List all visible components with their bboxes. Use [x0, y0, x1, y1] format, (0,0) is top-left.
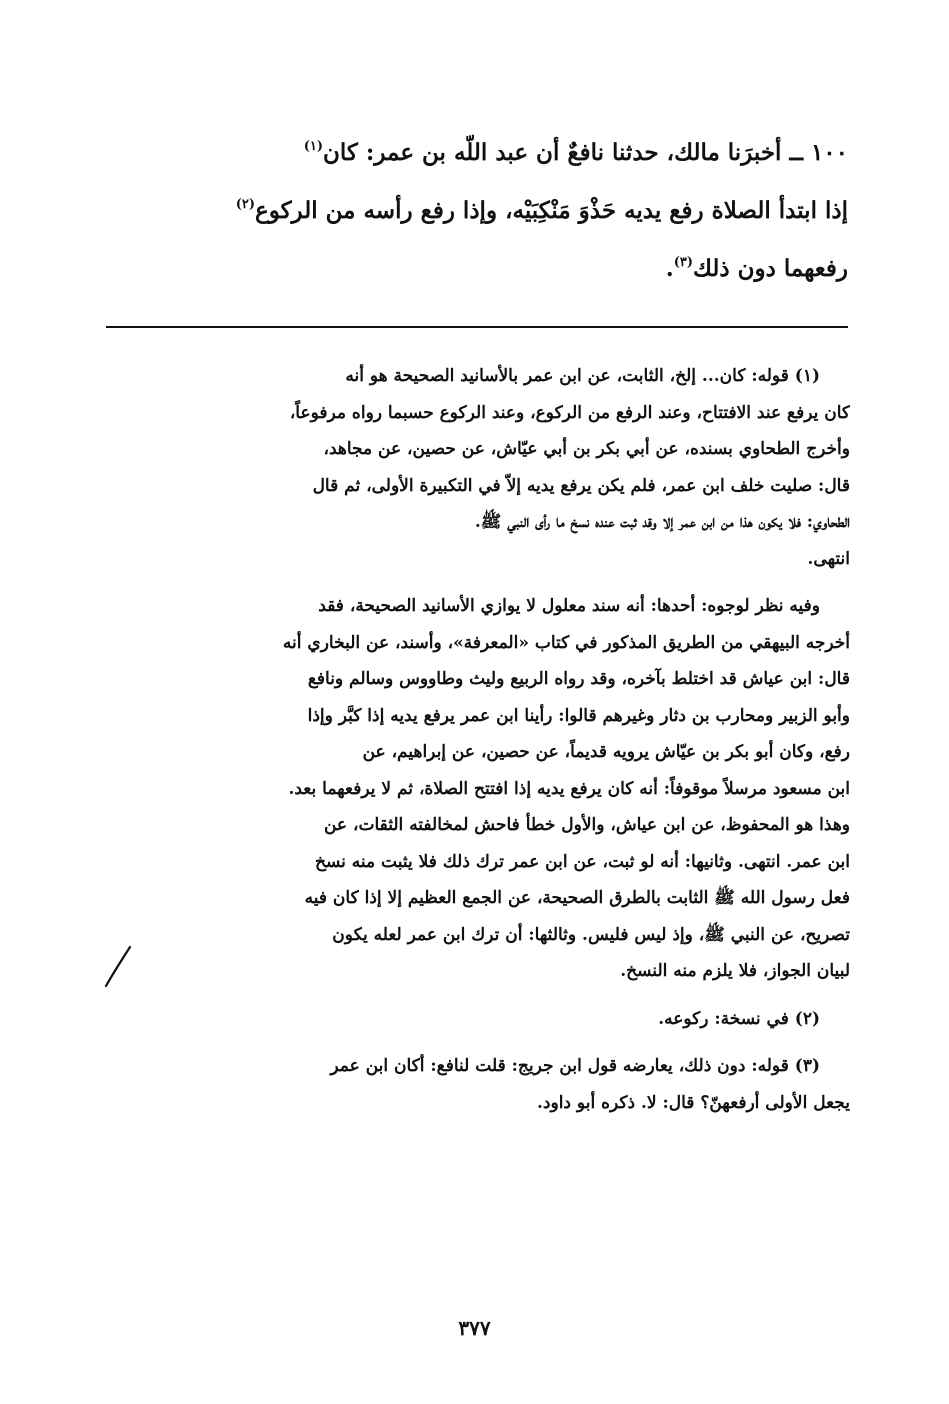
footnote-ref: (٣)	[673, 255, 693, 270]
hadith-line: رفعهما دون ذلك$^{(٣)}$.	[665, 255, 848, 282]
footnote-line: أخرجه البيهقي من الطريق المذكور في كتاب «المعرفة»، وأسند، عن البخاري أنه	[282, 632, 850, 653]
footnote-line: (٢) في نسخة: ركوعه.	[658, 1008, 820, 1029]
footnote-line: يجعل الأولى أرفعهنّ؟ قال: لا. ذكره أبو داود.	[537, 1092, 850, 1113]
footnote-line: (١) قوله: كان... إلخ، الثابت، عن ابن عمر بالأسانيد الصحيحة هو أنه	[345, 366, 820, 386]
footnote-2	[106, 1001, 850, 1038]
footnote-line: انتهى.	[807, 548, 850, 569]
footnotes	[106, 358, 850, 1121]
footnote-line: قال: ابن عياش قد اختلط بآخره، وقد رواه الربيع وليث وطاووس وسالم ونافع	[307, 669, 850, 689]
footnote-line: رفع، وكان أبو بكر بن عيّاش يرويه قديماً، عن حصين، عن إبراهيم، عن	[362, 742, 850, 762]
hadith-text	[108, 124, 848, 298]
page-number: ٣٧٧	[458, 1316, 491, 1340]
hadith-line: ١٠٠ ــ أخبرَنا مالك، حدثنا نافعٌ أن عبد اللّه بن عمر: كان$^{(١)}$	[303, 139, 848, 166]
footnote-line: ابن عمر. انتهى. وثانيها: أنه لو ثبت، عن ابن عمر ترك ذلك فلا يثبت منه نسخ	[314, 851, 850, 872]
footnote-line: وأخرج الطحاوي بسنده، عن أبي بكر بن أبي عيّاش، عن حصين، عن مجاهد،	[323, 439, 850, 459]
footnote-line: (٣) قوله: دون ذلك، يعارضه قول ابن جريج: قلت لنافع: أكان ابن عمر	[330, 1056, 820, 1076]
hadith-line: إذا ابتدأ الصلاة رفع يديه حَذْوَ مَنْكِبَيْه، وإذا رفع رأسه من الركوع$^{(٢)}$	[235, 197, 848, 224]
footnote-line: قال: صليت خلف ابن عمر، فلم يكن يرفع يديه إلاّ في التكبيرة الأولى، ثم قال	[312, 475, 850, 496]
footnote-line: فعل رسول الله ﷺ الثابت بالطرق الصحيحة، عن الجمع العظيم إلا إذا كان فيه	[304, 888, 850, 908]
footnote-line: وفيه نظر لوجوه: أحدها: أنه سند معلول لا يوازي الأسانيد الصحيحة، فقد	[318, 596, 820, 616]
footnote-1-continuation	[106, 588, 850, 990]
footnote-line: وأبو الزبير ومحارب بن دثار وغيرهم قالوا: رأينا ابن عمر يرفع يديه إذا كبَّر وإذا	[307, 705, 850, 726]
footnote-line: ابن مسعود مرسلاً موقوفاً: أنه كان يرفع يديه إذا افتتح الصلاة، ثم لا يرفعهما بعد.	[288, 778, 850, 799]
footnote-ref: (١)	[303, 139, 323, 154]
footnote-separator	[106, 326, 848, 328]
footnote-ref: (٢)	[235, 197, 255, 212]
footnote-line: تصريح، عن النبي ﷺ، وإذ ليس فليس. وثالثها: أن ترك ابن عمر لعله يكون	[332, 924, 850, 945]
footnote-line: وهذا هو المحفوظ، عن ابن عياش، والأول خطأ فاحش لمخالفته الثقات، عن	[323, 815, 850, 835]
footnote-line: لبيان الجواز، فلا يلزم منه النسخ.	[620, 961, 850, 981]
handwritten-margin-mark	[103, 944, 133, 990]
footnote-line: كان يرفع عند الافتتاح، وعند الرفع من الركوع، وعند الركوع حسبما رواه مرفوعاً،	[289, 402, 850, 423]
footnote-3	[106, 1048, 850, 1121]
footnote-1	[106, 358, 850, 577]
footnote-line: الطحاوي: فلا يكون هذا من ابن عمر إلا وقد ثبت عنده نسخ ما رأى النبي ﷺ.	[474, 512, 850, 532]
